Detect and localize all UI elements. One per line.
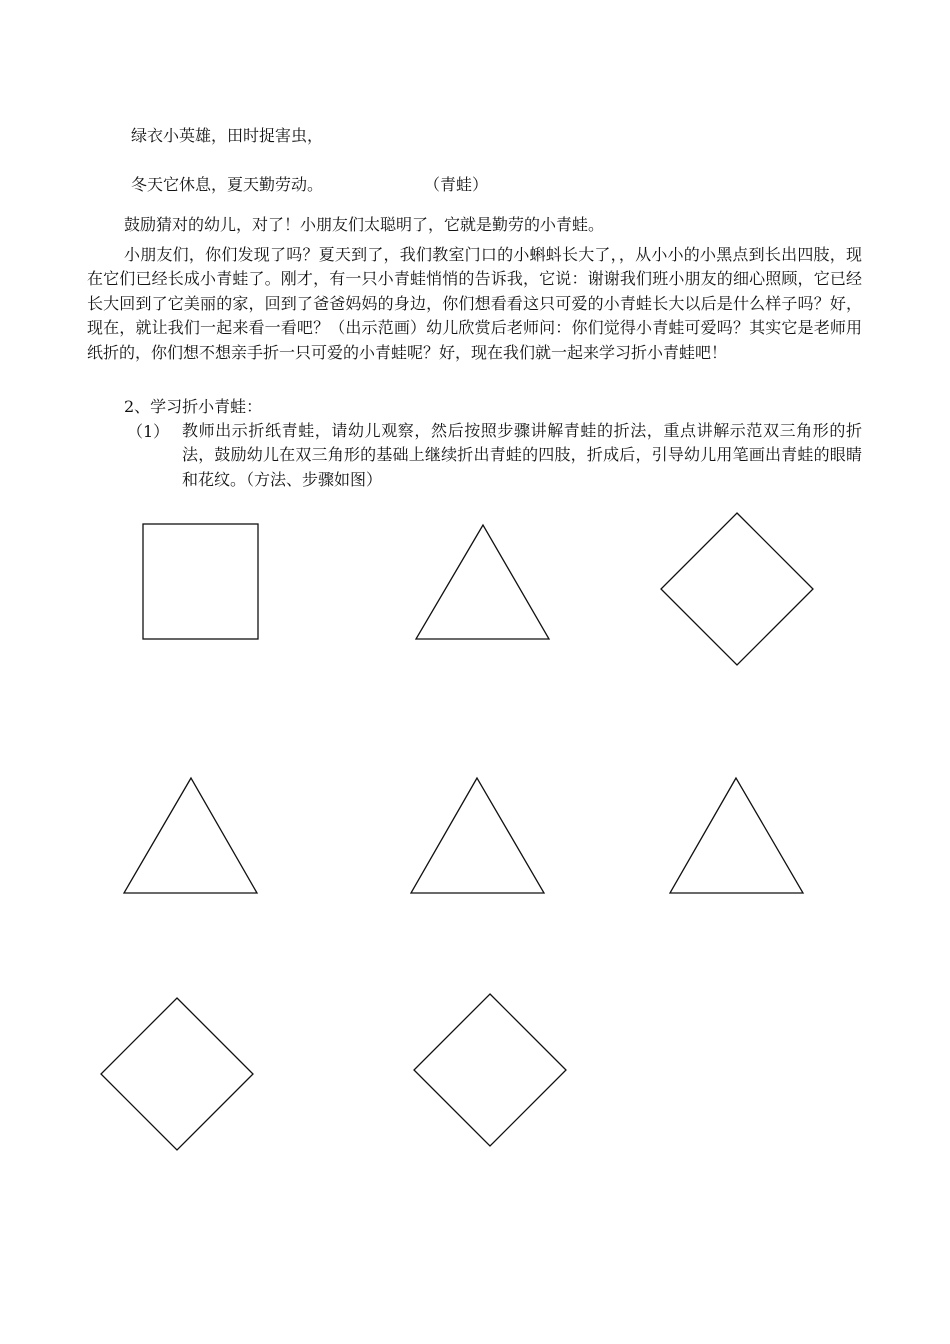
paragraph-story: 小朋友们，你们发现了吗？夏天到了，我们教室门口的小蝌蚪长大了，，从小小的小黑点到长出四肢，现在它们已经长成小青蛙了。刚才，有一只小青蛙悄悄的告诉我，它说：谢谢我们班小朋友的细心照顾，它已经长大回到了它美丽的家，回到了爸爸妈妈的身边，你们想看看这只可爱的小青蛙长大以后是什么样子吗？好，现在，就让我们一起来看一看吧？（出示范画）幼儿欣赏后老师问：你们觉得小青蛙可爱吗？其实它是老师用纸折的，你们想不想亲手折一只可爱的小青蛙呢？好，现在我们就一起来学习折小青蛙吧！ (87, 245, 862, 362)
step-shape-diamond (661, 513, 813, 665)
sub-step-number: （1） (127, 422, 170, 441)
step-shape-triangle (411, 778, 544, 893)
paragraph-praise: 鼓励猜对的幼儿，对了！小朋友们太聪明了，它就是勤劳的小青蛙。 (124, 215, 605, 234)
step-shape-diamond (414, 994, 566, 1146)
step-heading: 2、学习折小青蛙： (124, 397, 263, 416)
step-shape-triangle (670, 778, 803, 893)
step-shape-square (143, 524, 258, 639)
riddle-line-2: 冬天它休息，夏天勤劳动。 (131, 175, 324, 194)
step-shape-triangle (124, 778, 257, 893)
step-shape-diamond (101, 998, 253, 1150)
step-shape-triangle (416, 525, 549, 639)
riddle-answer: （青蛙） (424, 175, 489, 194)
sub-step-text: 教师出示折纸青蛙，请幼儿观察，然后按照步骤讲解青蛙的折法，重点讲解示范双三角形的折法，鼓励幼儿在双三角形的基础上继续折出青蛙的四肢，折成后，引导幼儿用笔画出青蛙的眼睛和花纹。（方法、步骤如图） (182, 421, 862, 489)
riddle-line-1: 绿衣小英雄，田时捉害虫， (131, 126, 324, 145)
